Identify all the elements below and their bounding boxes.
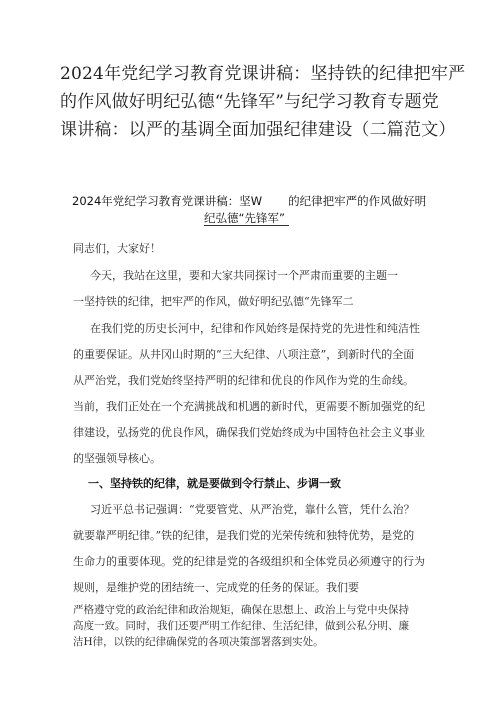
subtitle-part-b: 的纪律把牢严的作风做好明 xyxy=(288,194,427,208)
paragraph-line: 的坚强领导核心。 xyxy=(73,452,161,465)
paragraph-line: 洁H律，以铁的纪律确保党的各项决策部署落到实处。 xyxy=(73,636,324,648)
subtitle-part-a: 2024年党纪学习教育党课讲稿：坚W xyxy=(72,194,263,208)
paragraph-line: 一坚持铁的纪律，把牢严的作风，做好明纪弘德“先锋军二 xyxy=(73,295,354,308)
paragraph-line: 从严治党，我们党始终坚持严明的纪律和优良的作风作为党的生命线。 xyxy=(73,374,414,387)
paragraph-line: 当前，我们正处在一个充满挑战和机遇的新时代，更需要不断加强党的纪 xyxy=(73,400,425,413)
paragraph-line: 高度一致。同时，我们还要严明工作纪律、生活纪律，做到公私分明、廉 xyxy=(73,620,409,632)
document-title xyxy=(60,60,466,144)
paragraph-line: 严格遵守党的政治纪律和政治规矩，确保在思想上、政治上与党中央保持 xyxy=(73,604,409,616)
section-subtitle xyxy=(72,193,427,227)
paragraph-line: 的重要保证。从井冈山时期的“三大纪律、八项注意”，到新时代的全面 xyxy=(73,348,415,361)
paragraph-line: 规则，是维护党的团结统一、完成党的任务的保证。我们要 xyxy=(73,581,359,594)
greeting: 同志们，大家好！ xyxy=(73,242,161,255)
subtitle-line-2: 纪弘德“先锋军” xyxy=(204,211,289,226)
section-heading: 一、坚持铁的纪律，就是要做到令行禁止、步调一致 xyxy=(88,477,341,490)
paragraph-line: 律建设，弘扬党的优良作风，确保我们党始终成为中国特色社会主义事业 xyxy=(73,426,425,439)
title-line: 课讲稿：以严的基调全面加强纪律建设（二篇范文） xyxy=(60,120,456,140)
title-line: 的作风做好明纪弘德“先锋军”与纪学习教育专题党 xyxy=(60,92,439,112)
paragraph-line: 习近平总书记强调：“党要管党、从严治党，靠什么管，凭什么治？ xyxy=(90,503,415,516)
paragraph-line: 今天，我站在这里，要和大家共同探讨一个严肃而重要的主题一 xyxy=(90,269,398,282)
title-line: 2024年党纪学习教育党课讲稿：坚持铁的纪律把牢严 xyxy=(60,64,466,84)
paragraph-line: 在我们党的历史长河中，纪律和作风始终是保持党的先进性和纯洁性 xyxy=(90,322,420,335)
paragraph-line: 生命力的重要体现。党的纪律是党的各级组织和全体党员必须遵守的行为 xyxy=(73,555,425,568)
paragraph-line: 就要靠严明纪律。”铁的纪律，是我们党的光荣传统和独特优势，是党的 xyxy=(73,529,415,542)
